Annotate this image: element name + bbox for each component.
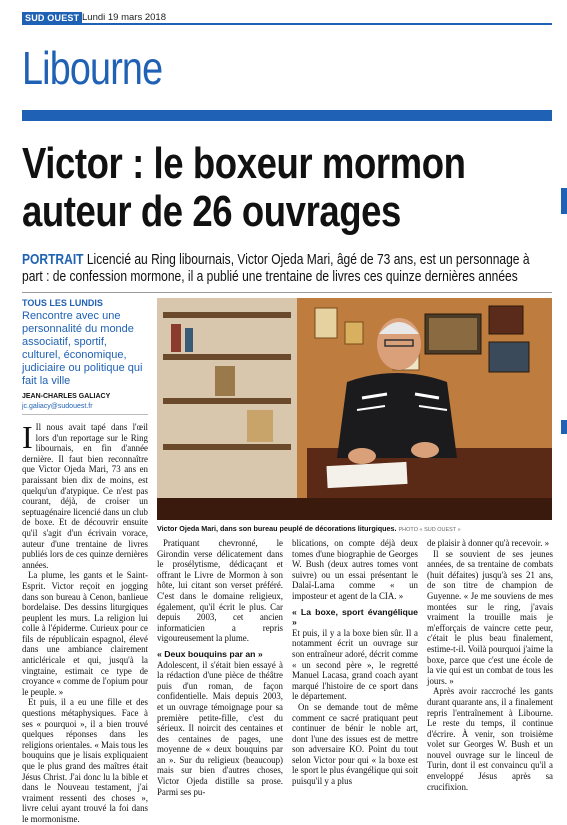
lead-text: Licencié au Ring libournais, Victor Ojeda Mari, âgé de 73 ans, est un personnage à part : de confession mormone, il a publié une trentaine de livres ces quinze dernières années <box>22 252 530 285</box>
article-paragraph: Il nous avait tapé dans l'œil lors d'un reportage sur le Ring libournais, en fin d'année dernière. Il faut bien reconnaître que Victor Ojeda Mari, 73 ans en paraissant bien dix de moins, est quelqu'un d'atypique. Ce n'est pas courant, déjà, de croiser un septuagénaire licencié dans un club de boxe. Et de découvrir ensuite qu'il s'agit d'un écrivain vorace, auteur d'une trentaine de livres publiés lors de ces quinze dernières années. <box>22 422 148 570</box>
byline-email[interactable]: jc.galiacy@sudouest.fr <box>22 403 93 410</box>
edge-bar <box>561 420 567 434</box>
sidebar-text: Rencontre avec une personnalité du monde associatif, sportif, culturel, économique, judiciaire ou politique qui fait la ville <box>22 310 143 387</box>
headline-line-1: Victor : le boxeur mormon <box>22 139 466 188</box>
divider <box>22 414 148 415</box>
issue-date: Lundi 19 mars 2018 <box>82 12 166 23</box>
article-column-4 <box>427 538 553 792</box>
lead-kicker: PORTRAIT <box>22 252 84 268</box>
article-subhead: « La boxe, sport évangélique » <box>292 606 418 628</box>
drop-cap: I <box>22 419 33 455</box>
article-paragraph: On se demande tout de même comment ce sacré pratiquant peut continuer de bénir le noble art, dont l'une des issues est de mettre son adversaire KO. Point du tout selon Victor pour qui « la boxe est le sport le plus évangélique qui soit puisqu'il y a plus <box>292 701 418 787</box>
article-paragraph: Adolescent, il s'était bien essayé à la rédaction d'une pièce de théâtre puis d'un roman, de façon confidentielle. Mais depuis 2003, et un ouvrage témoignage pour sa première petite-fille, c'est du sérieux. Il noircit des centaines et des centaines de pages, une moyenne de « deux bouquins par an ». Sur du religieux (beaucoup) mais sur bien d'autres choses, Victor Ojeda distille sa prose. Parmi ses pu- <box>157 659 283 797</box>
newspaper-logo: SUD OUEST <box>22 12 82 24</box>
article-photo <box>157 298 552 520</box>
divider <box>22 292 552 293</box>
article-paragraph: blications, on compte déjà deux tomes d'une biographie de Georges W. Bush (deux autres tomes vont suivre) ou un essai présentant le Dalaï-Lama comme « un imposteur et agent de la CIA. » <box>292 538 418 601</box>
byline-author: JEAN-CHARLES GALIACY <box>22 393 111 400</box>
article-paragraph: Après avoir raccroché les gants durant quarante ans, il a finalement repris l'entraînement à Libourne. Le reste du temps, il continue d'écrire. À venir, son troisième volet sur Georges W. Bush et un nouvel ouvrage sur le linceul de Turin, dont il est convaincu qu'il a enveloppé Jésus après sa crucifixion. <box>427 686 553 792</box>
lead-paragraph <box>22 252 553 286</box>
photo-caption <box>157 524 557 533</box>
section-title: Libourne <box>22 42 163 94</box>
photo-portrait <box>157 298 552 520</box>
article-paragraph: Et puis, il a eu une fille et des questions métaphysiques. Face à ses « pourquoi », il a bien trouvé quelques réponses dans les religions orientales. « Mais tous les bouquins que je lisais expliquaient que le plus grand des maîtres était Jésus Christ. J'ai donc lu la bible et dans le Nouveau testament, j'ai vraiment ressenti des choses », livre celui ayant trouvé la foi dans le mormonisme. <box>22 697 148 824</box>
article-column-3 <box>292 538 418 787</box>
article-column-2 <box>157 538 283 797</box>
caption-text: Victor Ojeda Mari, dans son bureau peuplé de décorations liturgiques. <box>157 524 397 533</box>
article-paragraph: La plume, les gants et le Saint-Esprit. Victor reçoit en jogging dans son bureau à Cenon, banlieue bordelaise. Des dessins liturgiques peuplent les murs. La religion lui colle à l'épiderme. Curieux pour ce fils de républicain espagnol, élevé dans une ambiance clairement anticléricale et qui, jusqu'à la vingtaine, estimait ce type de croyance « comme de l'opium pour le peuple. » <box>22 570 148 697</box>
article-paragraph: Pratiquant chevronné, le Girondin verse délicatement dans le prosélytisme, dédicaçant et offrant le Livre de Mormon à son hôte, lui citant son verset préféré. C'est dans le domaine religieux, également, qu'il écrit le plus. Car depuis 2003, cet ancien informaticien a repris vigoureusement la plume. <box>157 538 283 644</box>
sidebar-box <box>22 298 148 388</box>
article-subhead: « Deux bouquins par an » <box>157 648 263 659</box>
article-paragraph: Il se souvient de ses jeunes années, de sa trentaine de combats (huit défaites) jusqu'à ses 21 ans, de son titre de champion de Guyenne. « Je me souviens de mes montées sur le ring, j'avais vraiment la trouille mais je m'efforçais de vaincre cette peur, c'était le plus beau finalement, estime-t-il. Voilà pourquoi j'aime la boxe, parce que c'est une école de la vie qui est un combat de tous les jours. » <box>427 548 553 686</box>
headline <box>22 140 553 236</box>
article-paragraph: Et puis, il y a la boxe bien sûr. Il a notamment écrit un ouvrage sur son entraîneur adoré, décrit comme « un second père », le regretté Manuel Lacasa, grand coach ayant marqué l'histoire de ce sport dans le département. <box>292 627 418 702</box>
article-paragraph: de plaisir à donner qu'à recevoir. » <box>427 538 550 548</box>
headline-line-2: auteur de 26 ouvrages <box>22 187 401 236</box>
section-bar <box>22 110 552 121</box>
edge-bar <box>561 188 567 214</box>
sidebar-title: TOUS LES LUNDIS <box>22 298 103 308</box>
photo-credit: PHOTO « SUD OUEST » <box>398 527 461 533</box>
adjacent-page-edge <box>557 0 567 800</box>
article-column-1 <box>22 419 148 825</box>
header-rule <box>22 23 552 25</box>
